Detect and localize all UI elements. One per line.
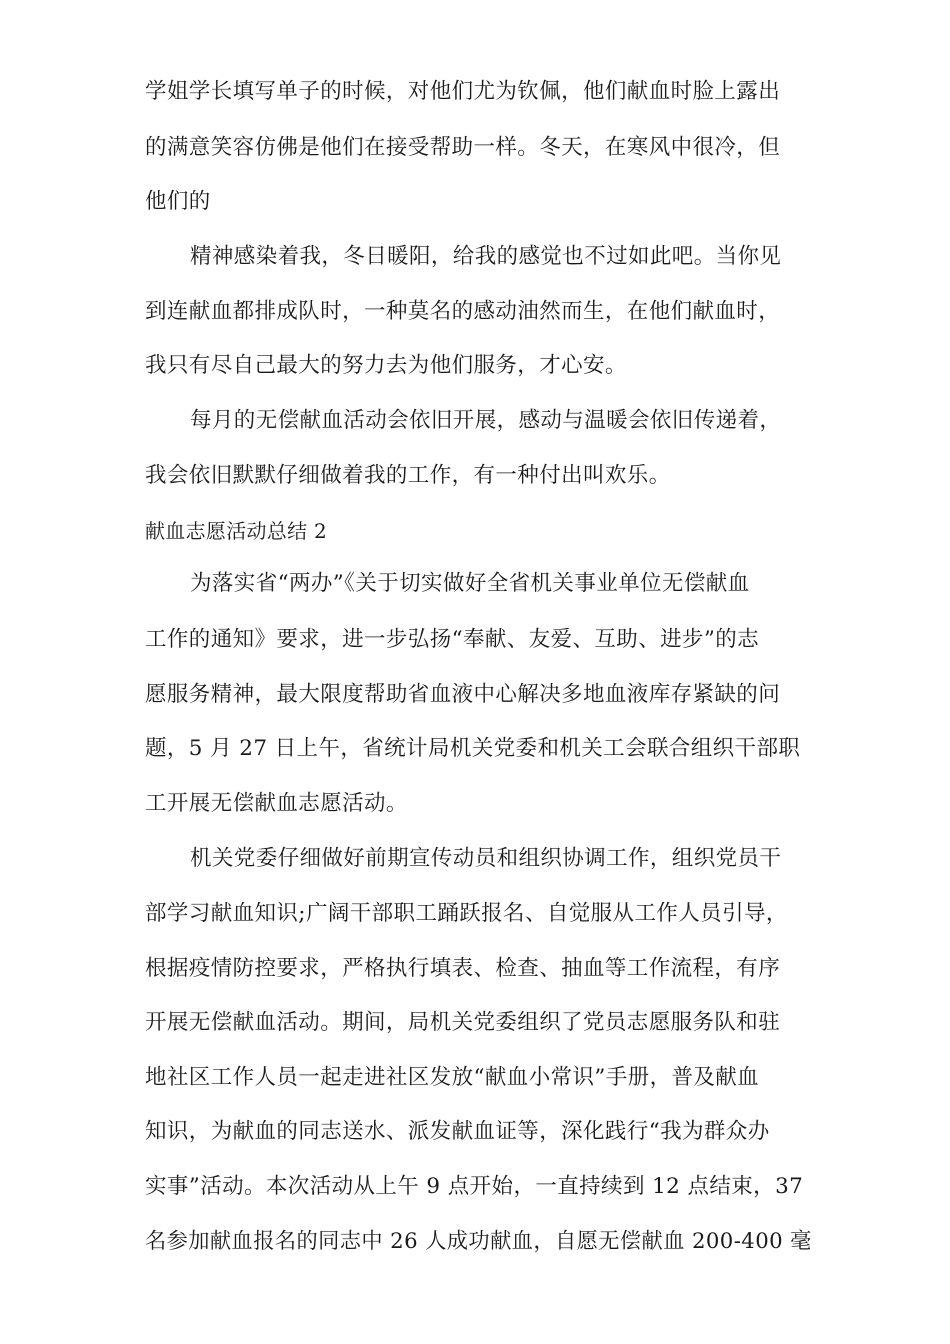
paragraph-5-line-7: 实事”活动。本次活动从上午 9 点开始，一直持续到 12 点结束，37 [145, 1174, 804, 1199]
paragraph-2-line-1: 精神感染着我，冬日暖阳，给我的感觉也不过如此吧。当你见 [190, 244, 782, 269]
paragraph-4-line-4: 题，5 月 27 日上午，省统计局机关党委和机关工会联合组织干部职 [145, 736, 801, 761]
paragraph-5-line-3: 根据疫情防控要求，严格执行填表、检查、抽血等工作流程，有序 [145, 956, 781, 981]
paragraph-5-line-5: 地社区工作人员一起走进社区发放“献血小常识”手册，普及献血 [145, 1065, 760, 1090]
paragraph-4-line-1: 为落实省“两办”《关于切实做好全省机关事业单位无偿献血 [190, 571, 750, 596]
paragraph-1-line-2: 的满意笑容仿佛是他们在接受帮助一样。冬天，在寒风中很冷，但 [145, 135, 781, 160]
paragraph-1-line-3: 他们的 [145, 189, 211, 214]
paragraph-1-line-1: 学姐学长填写单子的时候，对他们尤为钦佩，他们献血时脸上露出 [145, 79, 781, 104]
paragraph-5-line-1: 机关党委仔细做好前期宣传动员和组织协调工作，组织党员干 [190, 846, 782, 871]
paragraph-2-line-2: 到连献血都排成队时，一种莫名的感动油然而生，在他们献血时， [145, 299, 781, 324]
paragraph-5-line-8: 名参加献血报名的同志中 26 人成功献血，自愿无偿献血 200-400 毫 [145, 1229, 812, 1254]
paragraph-4-line-5: 工开展无偿献血志愿活动。 [145, 791, 408, 816]
paragraph-5-line-2: 部学习献血知识;广阔干部职工踊跃报名、自觉服从工作人员引导， [145, 901, 788, 926]
paragraph-4-line-2: 工作的通知》要求，进一步弘扬“奉献、友爱、互助、进步”的志 [145, 627, 760, 652]
paragraph-3-line-2: 我会依旧默默仔细做着我的工作，有一种付出叫欢乐。 [145, 463, 671, 488]
section-heading: 献血志愿活动总结 2 [145, 519, 328, 543]
paragraph-4-line-3: 愿服务精神，最大限度帮助省血液中心解决多地血液库存紧缺的问 [145, 682, 781, 707]
paragraph-5-line-6: 知识，为献血的同志送水、派发献血证等，深化践行“我为群众办 [145, 1119, 770, 1144]
paragraph-3-line-1: 每月的无偿献血活动会依旧开展，感动与温暖会依旧传递着， [190, 408, 782, 433]
paragraph-2-line-3: 我只有尽自己最大的努力去为他们服务，才心安。 [145, 353, 627, 378]
paragraph-5-line-4: 开展无偿献血活动。期间，局机关党委组织了党员志愿服务队和驻 [145, 1010, 781, 1035]
